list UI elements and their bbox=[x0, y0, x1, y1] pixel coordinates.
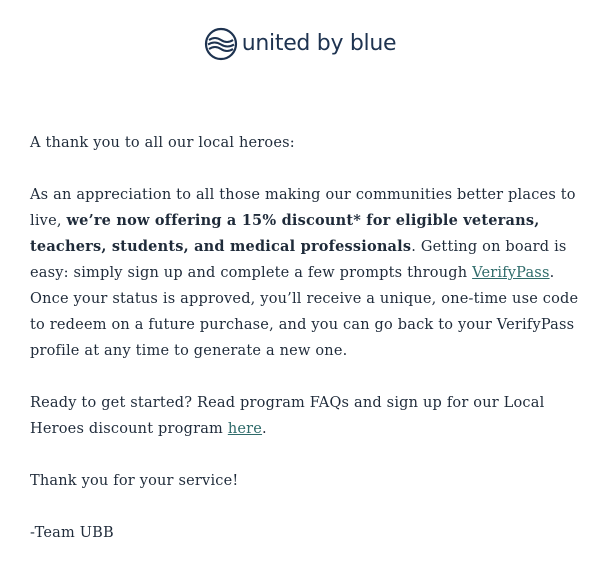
verifypass-link[interactable]: VerifyPass bbox=[472, 265, 550, 281]
offer-paragraph bbox=[30, 182, 582, 364]
program-here-link[interactable]: here bbox=[227, 421, 263, 437]
email-header bbox=[0, 24, 600, 64]
brand-name: united by blue bbox=[241, 31, 397, 56]
signoff-text: -Team UBB bbox=[30, 525, 114, 541]
greeting-text: A thank you to all our local heroes: bbox=[30, 135, 295, 151]
offer-outro-text: . Once your status is approved, you’ll receive a unique, one-time use code to redeem on a future purchase, and you can go back to your VerifyPass profile at any time to generate a new one. bbox=[30, 265, 579, 359]
brand-logo[interactable] bbox=[204, 27, 396, 61]
email-body bbox=[30, 130, 582, 546]
offer-intro-text: As an appreciation to all those making our communities better places to live, bbox=[30, 187, 576, 229]
wave-circle-logo-icon bbox=[204, 27, 238, 61]
offer-highlight-text: we’re now offering a 15% discount* for eligible veterans, teachers, students, and medical professionals bbox=[30, 212, 540, 255]
offer-middle-text: . Getting on board is easy: simply sign up and complete a few prompts through bbox=[30, 239, 567, 281]
faq-paragraph bbox=[30, 390, 582, 442]
thanks-text: Thank you for your service! bbox=[30, 473, 239, 489]
faq-outro-text: . bbox=[262, 421, 267, 437]
faq-text: Ready to get started? Read program FAQs and sign up for our Local Heroes discount program bbox=[30, 395, 545, 437]
